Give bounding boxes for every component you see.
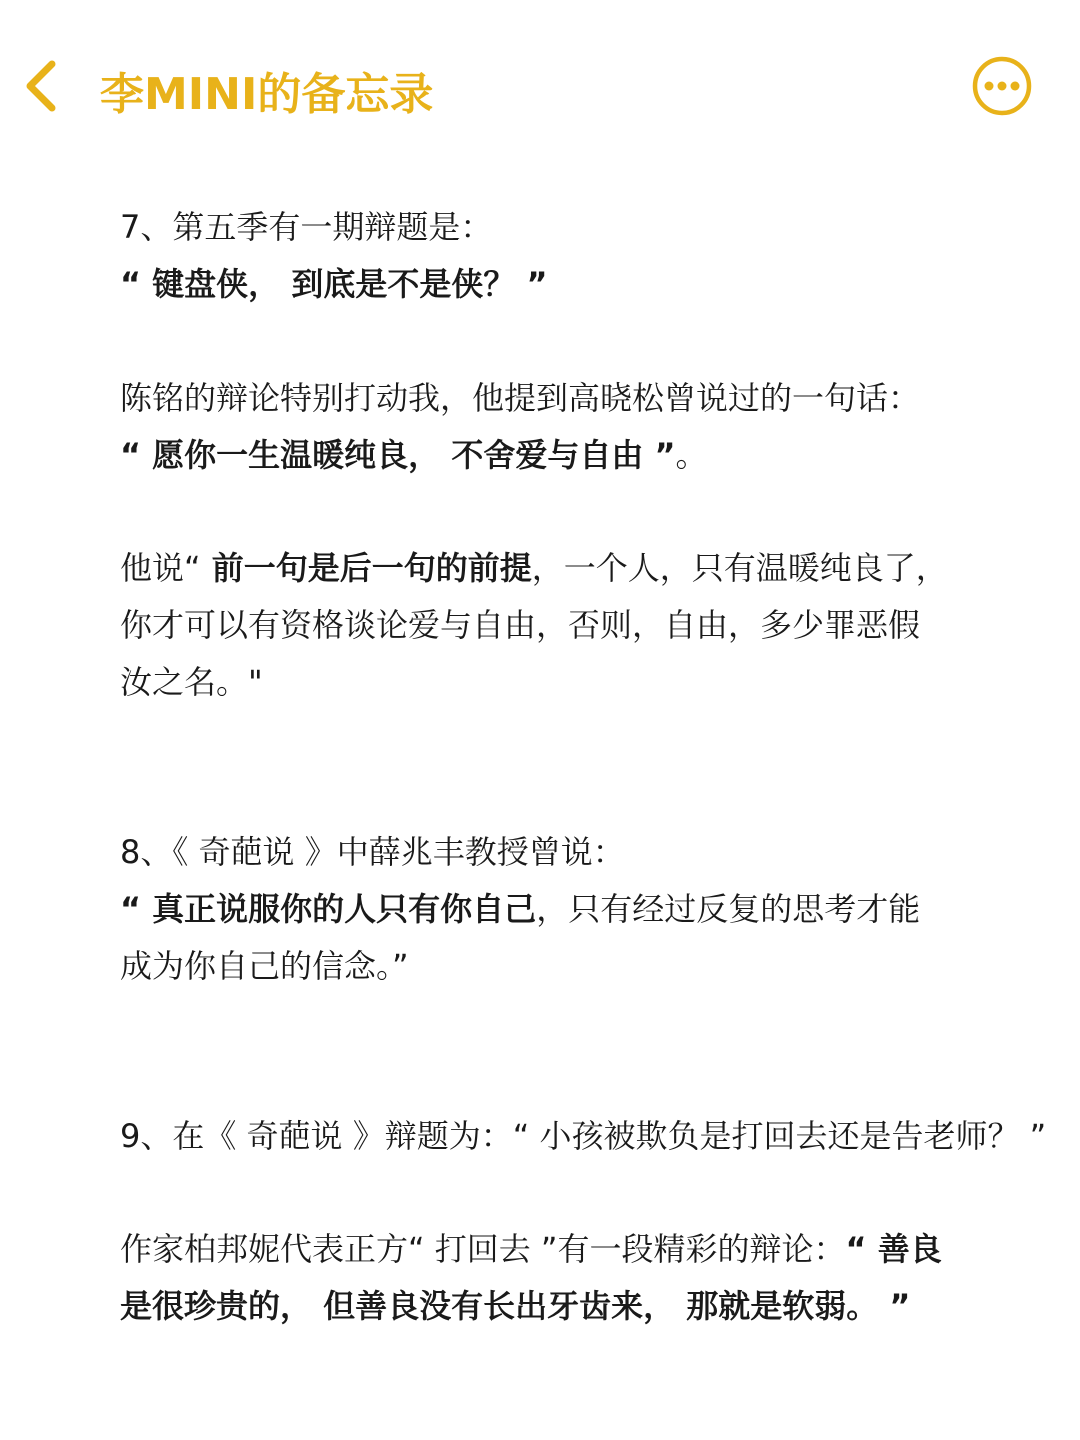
item9-para-bold1: “ 善良 [845,1230,942,1268]
back-button[interactable] [14,50,74,122]
item9-heading: 9、在《 奇葩说 》辩题为：“ 小孩被欺负是打回去还是告老师？ ” [120,1117,1047,1155]
item7-quote: “ 键盘侠， 到底是不是侠？ ” [120,265,548,303]
page-title: 李MINI的备忘录 [100,69,434,120]
item7-quote2-tail: 。 [675,436,708,474]
item7-heading: 7、第五季有一期辩题是： [120,208,493,246]
item9-para-line2: 是很珍贵的， 但善良没有长出牙齿来， 那就是软弱。 ” [120,1287,911,1325]
item7-para2-line2: 你才可以有资格谈论爱与自由，否则，自由，多少罪恶假 [120,606,921,644]
app-header [0,0,1080,170]
item7-quote2-line [120,433,708,477]
item8-quote-rest: ，只有经过反复的思考才能 [536,890,921,928]
item9-para-line1 [120,1227,942,1271]
item8-quote-bold: “ 真正说服你的人只有你自己 [120,890,537,928]
item8-quote-line1 [120,887,920,931]
item7-quote2: “ 愿你一生温暖纯良， 不舍爱与自由 ” [120,436,676,474]
item9-para-prefix: 作家柏邦妮代表正方“ 打回去 ”有一段精彩的辩论： [120,1230,846,1268]
item8-heading: 8、《 奇葩说 》中薛兆丰教授曾说： [120,833,625,871]
more-button[interactable] [970,54,1034,118]
item7-para2-line3: 汝之名。" [120,663,263,701]
chevron-left-icon [14,50,74,122]
item7-para2-line1 [120,546,948,590]
item7-para2-rest: ，一个人，只有温暖纯良了， [531,549,948,587]
more-horizontal-icon [970,54,1034,118]
item7-paragraph: 陈铭的辩论特别打动我，他提到高晓松曾说过的一句话： [120,379,921,417]
item7-para2-prefix: 他说“ [120,549,201,587]
item8-quote-line2: 成为你自己的信念。” [120,947,409,985]
item7-para2-bold: 前一句是后一句的前提 [200,549,532,587]
